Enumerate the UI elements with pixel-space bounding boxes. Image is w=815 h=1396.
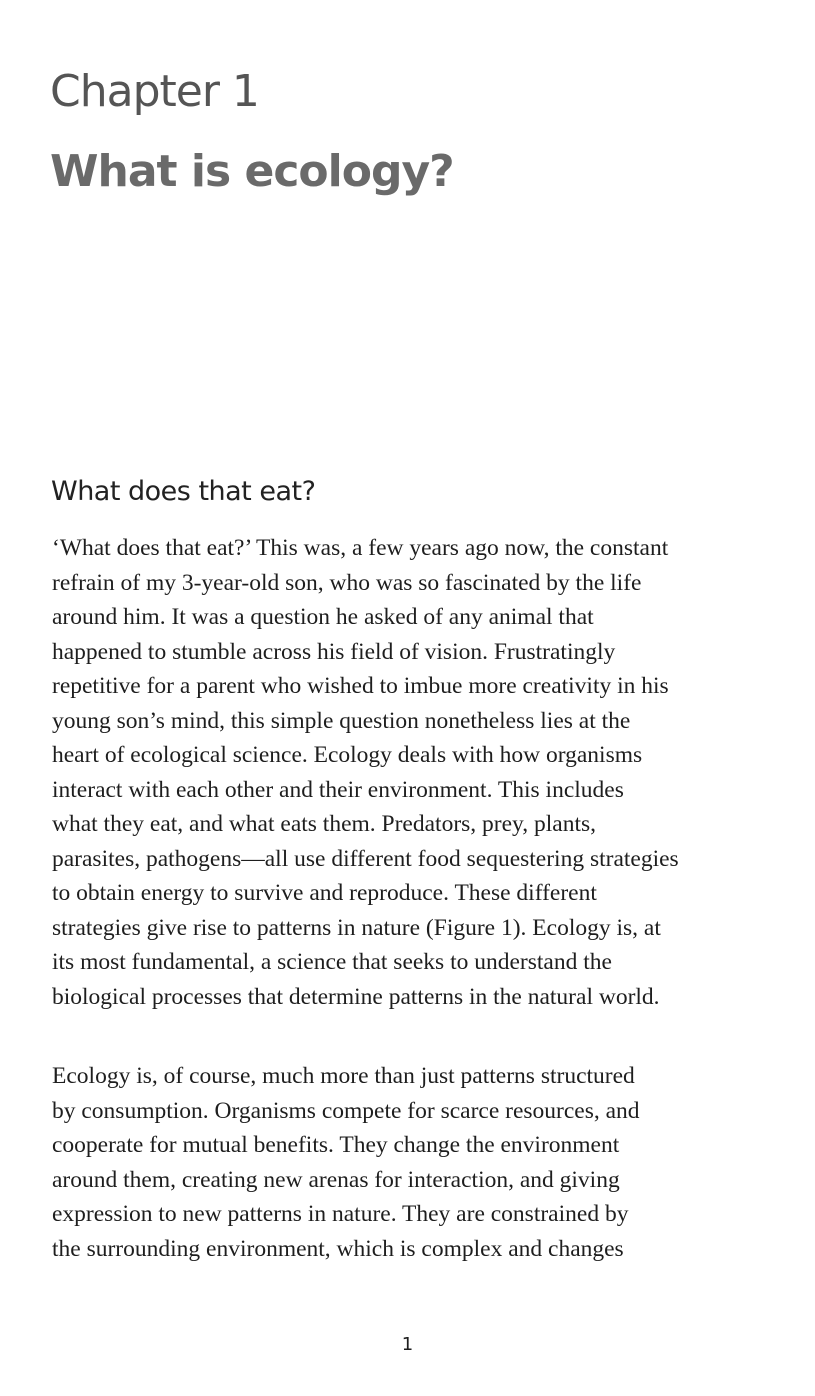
text-line: by consumption. Organisms compete for scarce resources, and (52, 1097, 640, 1124)
text-line: parasites, pathogens—all use different food sequestering strategies (52, 845, 679, 872)
text-line: what they eat, and what eats them. Predators, prey, plants, (52, 811, 597, 837)
page-number: 1 (401, 1334, 414, 1355)
text-line: the surrounding environment, which is complex and changes (52, 1235, 624, 1262)
text-line: interact with each other and their environment. This includes (52, 776, 624, 803)
text-line: young son’s mind, this simple question nonetheless lies at the (52, 707, 631, 734)
text-line: happened to stumble across his field of vision. Frustratingly (52, 638, 616, 665)
text-line: its most fundamental, a science that seeks to understand the (52, 949, 612, 975)
paragraph-2 (52, 1059, 640, 1266)
text-line: Ecology is, of course, much more than just patterns structured (52, 1063, 635, 1089)
section-heading: What does that eat? (51, 476, 316, 507)
text-line: around them, creating new arenas for interaction, and giving (52, 1166, 620, 1193)
text-line: around him. It was a question he asked of any animal that (52, 604, 594, 630)
text-line: heart of ecological science. Ecology deals with how organisms (52, 742, 643, 768)
chapter-label: Chapter 1 (50, 66, 259, 117)
text-line: to obtain energy to survive and reproduce. These different (52, 880, 597, 906)
text-line: repetitive for a parent who wished to imbue more creativity in his (52, 673, 669, 699)
paragraph-1 (52, 531, 679, 1014)
text-line: cooperate for mutual benefits. They change the environment (52, 1132, 620, 1158)
text-line: expression to new patterns in nature. They are constrained by (52, 1201, 629, 1227)
chapter-title: What is ecology? (50, 146, 454, 197)
text-line: biological processes that determine patterns in the natural world. (52, 983, 660, 1010)
text-line: ‘What does that eat?’ This was, a few years ago now, the constant (52, 535, 669, 561)
text-line: strategies give rise to patterns in nature (Figure 1). Ecology is, at (52, 914, 661, 941)
text-line: refrain of my 3-year-old son, who was so fascinated by the life (52, 569, 642, 596)
